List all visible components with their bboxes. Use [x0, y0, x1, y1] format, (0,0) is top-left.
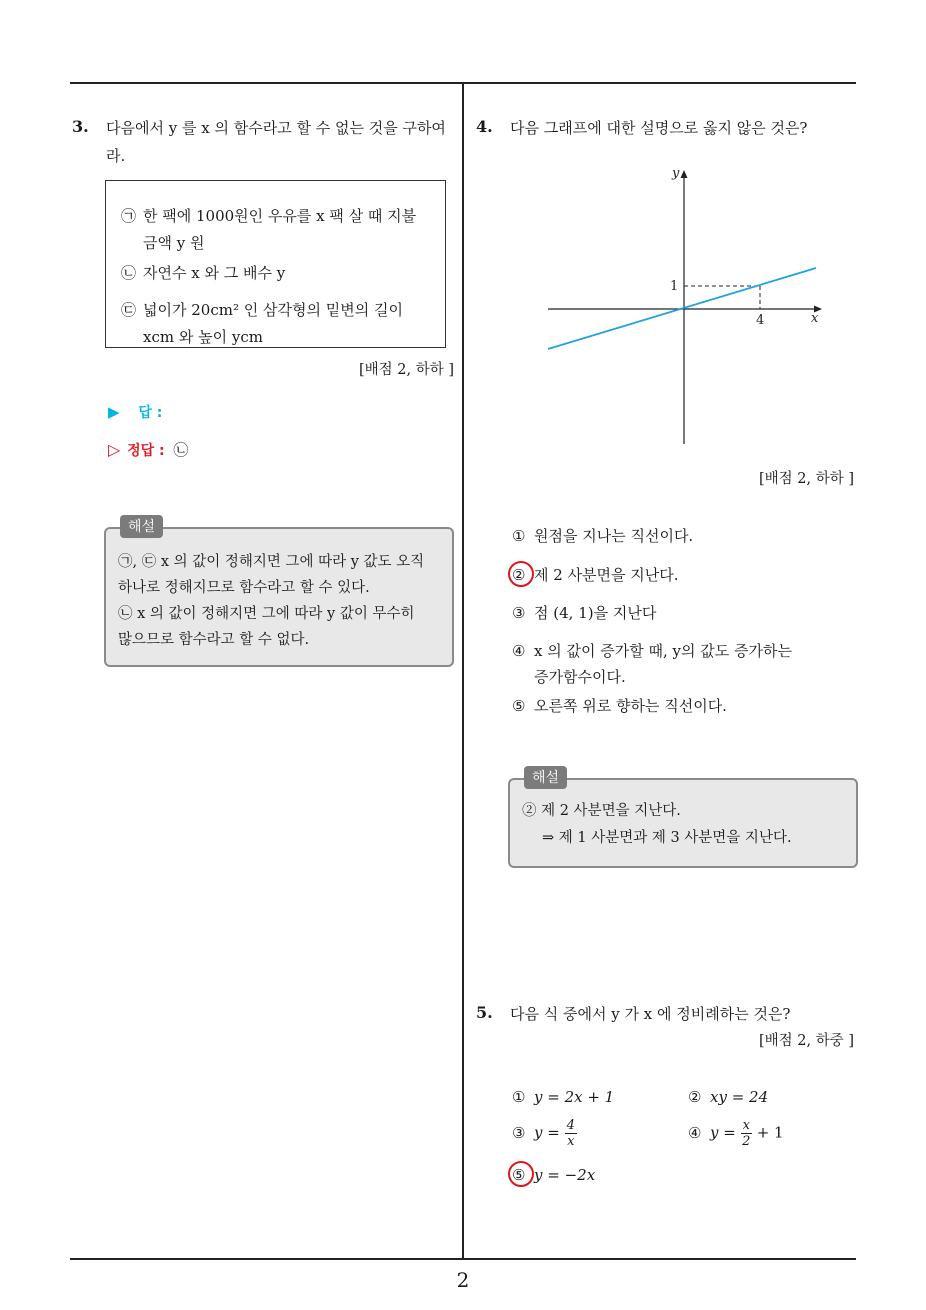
q3-box-item-1-line2: 금액 y 원: [143, 234, 205, 252]
q4-solution-line-2: ⇒ 제 1 사분면과 제 3 사분면을 지난다.: [542, 830, 792, 846]
q5-option-2: [688, 1084, 768, 1110]
q5-option-3-frac-num: 4: [566, 1118, 575, 1133]
q4-option-3: [512, 600, 656, 626]
y-axis-arrow-icon: [681, 170, 688, 178]
q5-option-4-text: y =: [710, 1123, 741, 1142]
q5-option-1-text: y = 2x + 1: [534, 1088, 615, 1106]
q5-option-3: [512, 1118, 577, 1149]
q3-text-line1: 다음에서 y 를 x 의 함수라고 할 수 없는 것을 구하여: [106, 119, 446, 137]
q4-solution-text: [522, 798, 792, 852]
q4-option-2: [512, 562, 679, 588]
q4-score: [배점 2, 하하 ]: [758, 471, 854, 487]
q3-answer-row: [108, 402, 162, 422]
q5-option-4-marker: ④: [688, 1123, 702, 1142]
q4-graph: [540, 160, 830, 450]
q3-condition-box: [105, 180, 446, 348]
correct-arrow-icon: ▷: [108, 440, 121, 459]
q5-option-4-frac-num: x: [742, 1118, 750, 1133]
q3-question-text: [106, 114, 458, 170]
q5-option-3-text: y =: [534, 1123, 565, 1142]
q3-solution-line-1: ㉠, ㉢ x 의 값이 정해지면 그에 따라 y 값도 오직: [118, 554, 425, 570]
q3-box-marker-2: ㉡: [121, 264, 137, 282]
q4-number: 4.: [476, 117, 493, 136]
q3-answer-label: 답 :: [138, 405, 163, 421]
q3-solution-tag: 해설: [120, 515, 163, 538]
page-number: 2: [456, 1268, 470, 1292]
q3-box-item-1-line1: 한 팩에 1000원인 우유를 x 팩 살 때 지불: [143, 207, 417, 225]
column-divider: [462, 82, 464, 1260]
q5-option-3-marker: ③: [512, 1123, 526, 1142]
q5-option-1-marker: ①: [512, 1088, 526, 1106]
q5-option-1: [512, 1084, 614, 1110]
q4-question-text: 다음 그래프에 대한 설명으로 옳지 않은 것은?: [510, 119, 808, 137]
q3-correct-value: ㉡: [173, 441, 189, 459]
q3-solution-line-2: 하나로 정해지므로 함수라고 할 수 있다.: [118, 580, 370, 596]
q4-option-1-marker: ①: [512, 527, 526, 545]
q3-correct-label: 정답 :: [127, 443, 165, 459]
q3-text-line2: 라.: [106, 147, 126, 165]
q5-option-3-frac-den: x: [567, 1134, 575, 1149]
q5-option-2-text: xy = 24: [710, 1088, 769, 1106]
q4-option-4-text: x 의 값이 증가할 때, y의 값도 증가하는: [534, 642, 792, 660]
q3-box-item-2: [121, 260, 285, 287]
q5-question-text: 다음 식 중에서 y 가 x 에 정비례하는 것은?: [510, 1005, 791, 1023]
q3-number: 3.: [72, 117, 89, 136]
q3-correct-row: [108, 439, 188, 460]
q4-option-2-text: 제 2 사분면을 지난다.: [534, 566, 679, 584]
bottom-rule: [70, 1258, 856, 1260]
q4-option-4-marker: ④: [512, 642, 526, 660]
q3-box-item-3-line2: xcm 와 높이 ycm: [143, 328, 263, 346]
q4-option-3-marker: ③: [512, 604, 526, 622]
graph-tick-y: 1: [670, 279, 679, 294]
q5-option-4-tail: + 1: [751, 1123, 784, 1142]
q5-option-5-marker: ⑤: [512, 1166, 526, 1184]
graph-y-label: y: [672, 166, 680, 181]
q3-solution-line-4: 많으므로 함수라고 할 수 없다.: [118, 632, 310, 648]
q5-option-4-fraction: [741, 1118, 752, 1149]
q4-option-1: [512, 523, 693, 549]
q5-option-5-text: y = −2x: [534, 1166, 596, 1184]
q3-box-item-3: [121, 297, 403, 351]
q3-box-item-2-line1: 자연수 x 와 그 배수 y: [143, 264, 286, 282]
q5-option-4: [688, 1118, 784, 1149]
q5-option-3-fraction: [565, 1118, 577, 1149]
q4-option-4: [512, 638, 792, 690]
q3-solution-text: [118, 549, 424, 653]
q3-solution-box: [104, 527, 454, 667]
q5-score: [배점 2, 하중 ]: [758, 1033, 854, 1049]
q4-option-5-text: 오른쪽 위로 향하는 직선이다.: [534, 697, 727, 715]
q4-solution-line-1: ② 제 2 사분면을 지난다.: [522, 803, 681, 819]
q4-option-1-text: 원점을 지나는 직선이다.: [534, 527, 694, 545]
q3-box-item-3-line1: 넓이가 20cm² 인 삼각형의 밑변의 길이: [143, 301, 403, 319]
q4-option-4-text2: 증가함수이다.: [534, 668, 626, 686]
graph-tick-x: 4: [756, 313, 765, 328]
answer-arrow-icon: ▶: [108, 403, 120, 421]
q4-option-5: [512, 693, 727, 719]
q4-solution-box: [508, 778, 858, 868]
q5-option-4-frac-den: 2: [742, 1134, 751, 1149]
q5-selected-mark: [508, 1161, 534, 1187]
q3-box-item-1: [121, 203, 416, 257]
q5-option-2-marker: ②: [688, 1088, 702, 1106]
q4-option-5-marker: ⑤: [512, 697, 526, 715]
q3-solution-line-3: ㉡ x 의 값이 정해지면 그에 따라 y 값이 무수히: [118, 606, 415, 622]
q3-box-marker-3: ㉢: [121, 301, 137, 319]
q4-option-2-marker: ②: [512, 566, 526, 584]
q4-solution-tag: 해설: [524, 766, 567, 789]
q3-score: [배점 2, 하하 ]: [358, 362, 454, 378]
graph-x-label: x: [811, 311, 819, 326]
q5-number: 5.: [476, 1003, 493, 1022]
q3-box-marker-1: ㉠: [121, 207, 137, 225]
q4-selected-mark: [508, 561, 534, 587]
q4-option-3-text: 점 (4, 1)을 지난다: [534, 604, 657, 622]
